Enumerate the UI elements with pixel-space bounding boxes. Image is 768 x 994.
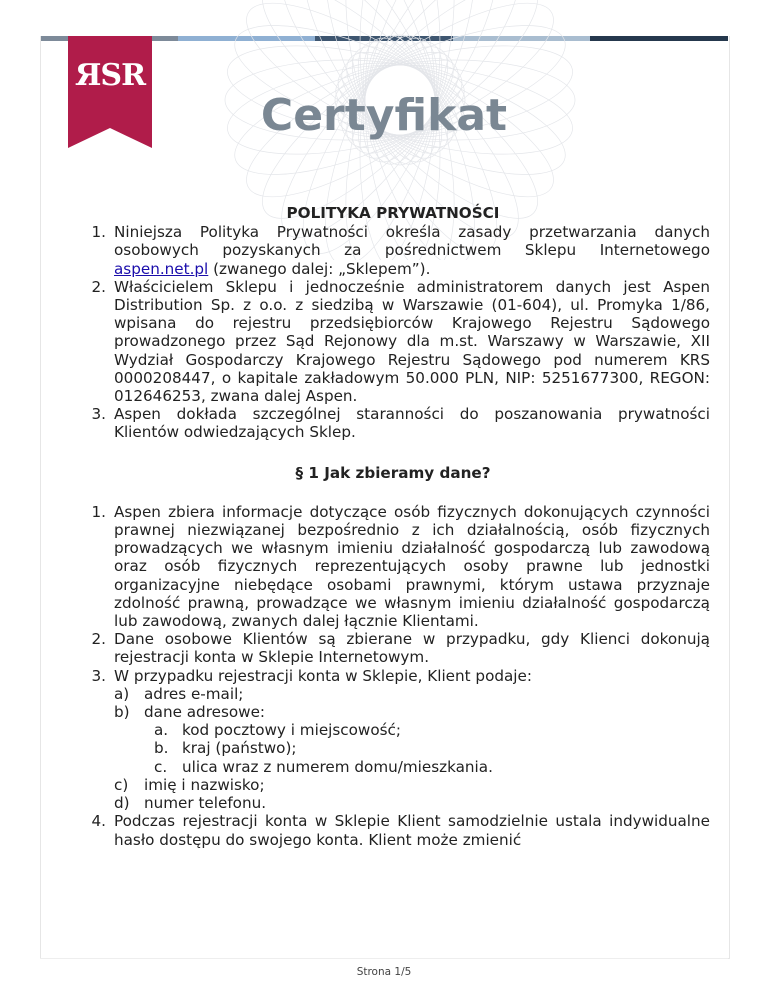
sub-sub-list-item: b. kraj (państwo); (154, 739, 297, 758)
sub-list-item: a) adres e-mail; (114, 684, 244, 703)
sub-list-item: b) dane adresowe: (114, 703, 266, 722)
list-item: 3. Aspen dokłada szczególnej staranności do poszanowania prywatności Klientów odwiedzających Sklep. (91, 405, 710, 442)
list-item: 1. Aspen zbiera informacje dotyczące osób fizycznych dokonujących czynności prawnej niezwiązanej bezpośrednio z ich działalnością, osób fizycznych prowadzących we własnym imieniu działalność gospodarczą lub zawodową oraz osób fizycznych reprezentujących osoby prawne lub jednostki organizacyjne niebędące osobami prawnymi, którym ustawa przyznaje zdolność prawną, prowadzące we własnym imieniu działalność gospodarczą lub zawodową, zwanych dalej łącznie Klientami. (91, 502, 710, 631)
page-number: Strona 1/5 (356, 966, 412, 978)
shop-link[interactable]: aspen.net.pl (114, 259, 209, 278)
page-title: Certyfikat (260, 90, 508, 141)
list-item: 3. W przypadku rejestracji konta w Sklepie, Klient podaje: (91, 666, 532, 685)
document-body (76, 204, 710, 849)
list-item: 4. Podczas rejestracji konta w Sklepie Klient samodzielnie ustala indywidualne hasło dostępu do swojego konta. Klient może zmienić (91, 812, 710, 849)
sub-list-item: d) numer telefonu. (114, 794, 267, 813)
policy-heading: POLITYKA PRYWATNOŚCI (286, 204, 500, 222)
section-title: § 1 Jak zbieramy dane? (295, 463, 491, 482)
sub-list-item: c) imię i nazwisko; (114, 775, 265, 794)
list-item: 2. Dane osobowe Klientów są zbierane w przypadku, gdy Klienci dokonują rejestracji konta w Sklepie Internetowym. (91, 630, 710, 667)
sub-sub-list-item: c. ulica wraz z numerem domu/mieszkania. (154, 757, 493, 776)
footer-divider (40, 958, 728, 959)
list-item: 2. Właścicielem Sklepu i jednocześnie administratorem danych jest Aspen Distribution Sp. z o.o. z siedzibą w Warszawie (01-604), ul. Promyka 1/86, wpisana do rejestru przedsiębiorców Krajowego Rejestru Sądowego prowadzonego przez Sąd Rejonowy dla m.st. Warszawy w Warszawie, XII Wydział Gospodarczy Krajowego Rejestru Sądowego pod numerem KRS 0000208447, o kapitale zakładowym 50.000 PLN, NIP: 5251677300, REGON: 012646253, zwana dalej Aspen. (91, 277, 710, 406)
logo: ЯSR (74, 58, 146, 93)
sub-sub-list-item: a. kod pocztowy i miejscowość; (154, 721, 402, 740)
list-item: 1. Niniejsza Polityka Prywatności określa zasady przetwarzania danych osobowych pozyskanych za pośrednictwem Sklepu Internetowego aspen.net.pl (zwanego dalej: „Sklepem”). (91, 223, 710, 278)
